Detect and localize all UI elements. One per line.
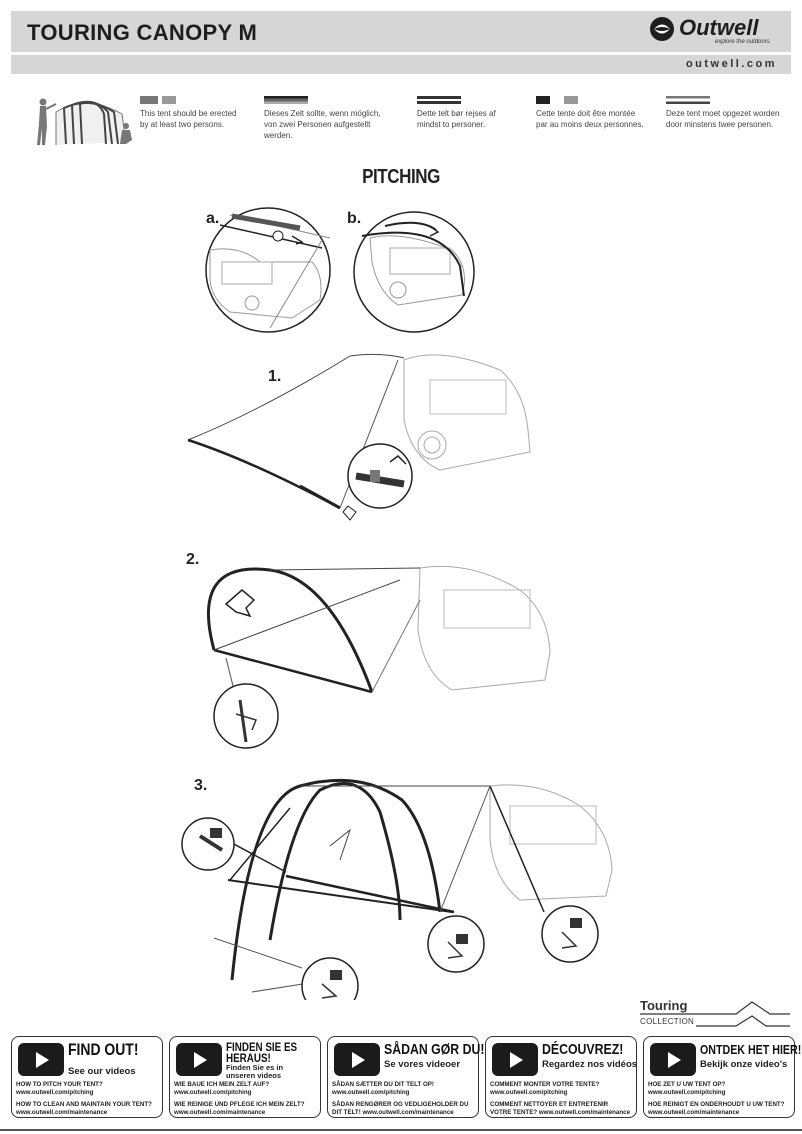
notice-nl: Deze tent moet opgezet worden door minstens twee personen. [666,96,790,130]
play-icon[interactable] [492,1043,538,1076]
video-link[interactable]: www.outwell.com/maintenance [174,1109,266,1116]
section-title: PITCHING [362,166,440,188]
video-link[interactable]: www.outwell.com/pitching [648,1089,726,1096]
video-question: HOE REINIGT EN ONDERHOUDT U UW TENT? [648,1101,785,1108]
step-label-b: b. [347,210,362,227]
video-question: WIE REINIGE UND PFLEGE ICH MEIN ZELT? [174,1101,305,1108]
detail-a-illustration [206,208,330,332]
video-box-da[interactable] [327,1036,485,1118]
play-icon[interactable] [650,1043,696,1076]
play-icon[interactable] [334,1043,380,1076]
bottom-divider [0,1129,802,1131]
video-question: SÅDAN SÆTTER DU DIT TELT OP! [332,1081,434,1088]
detail-b-illustration [354,212,474,332]
notice-da: Dette telt bør rejses af mindst to personer. [417,96,511,130]
video-subheading: Se vores videoer [384,1059,461,1070]
video-link[interactable]: www.outwell.com/pitching [332,1089,410,1096]
video-question: HOE ZET U UW TENT OP? [648,1081,726,1088]
video-question: WIE BAUE ICH MEIN ZELT AUF? [174,1081,270,1088]
video-question: COMMENT NETTOYER ET ENTRETENIR [490,1101,609,1108]
video-heading: ONTDEK HET HIER! [700,1042,802,1057]
video-link[interactable]: www.outwell.com/maintenance [16,1109,108,1116]
notice-de: Dieses Zelt sollte, wenn möglich, von zwei Personen aufgestellt werden. [264,96,394,141]
video-heading: SÅDAN GØR DU! [384,1041,485,1058]
video-heading: DÉCOUVREZ! [542,1041,624,1058]
video-link[interactable]: www.outwell.com/pitching [490,1089,568,1096]
website-link[interactable]: outwell.com [685,58,777,70]
collection-label: COLLECTION [640,1017,695,1026]
notice-fr: Cette tente doit être montée par au moins deux personnes. [536,96,644,130]
step-3-illustration [182,780,612,1000]
video-question: COMMENT MONTER VOTRE TENTE? [490,1081,600,1088]
video-question: HOW TO PITCH YOUR TENT? [16,1081,103,1088]
video-subheading: See our videos [68,1066,136,1077]
step-label-a: a. [206,210,220,227]
brand-tagline: explore the outdoors [715,39,770,45]
step-label-2: 2. [186,551,200,568]
video-link[interactable]: www.outwell.com/pitching [174,1089,252,1096]
video-link[interactable]: www.outwell.com/maintenance [648,1109,740,1116]
video-box-en[interactable] [11,1036,163,1118]
step-label-3: 3. [194,777,208,794]
collection-name: Touring [640,998,688,1013]
video-link[interactable]: www.outwell.com/pitching [16,1089,94,1096]
video-question: SÅDAN RENGØRER OG VEDLIGEHOLDER DU [332,1101,469,1108]
step-label-1: 1. [268,368,282,385]
brand-name: Outwell [679,15,759,40]
video-link[interactable]: VOTRE TENTE? www.outwell.com/maintenance [490,1109,631,1116]
step-2-illustration [208,566,550,748]
video-box-nl[interactable] [643,1036,802,1118]
video-subheading: Finden Sie es in unseren videos [226,1063,284,1080]
video-links-row [11,1036,802,1120]
video-heading: FIND OUT! [68,1040,139,1059]
video-box-de[interactable] [169,1036,321,1118]
touring-collection-badge [640,998,792,1030]
video-subheading: Regardez nos vidéos [542,1059,638,1070]
video-heading: FINDEN SIE ES HERAUS! [226,1040,298,1065]
video-question: HOW TO CLEAN AND MAINTAIN YOUR TENT? [16,1101,152,1108]
mountain-line-icon [640,998,792,1030]
play-icon[interactable] [18,1043,64,1076]
step-1-illustration [188,354,530,520]
video-link[interactable]: DIT TELT! www.outwell.com/maintenance [332,1109,454,1116]
video-subheading: Bekijk onze video's [700,1059,788,1070]
play-icon[interactable] [176,1043,222,1076]
notice-en: This tent should be erected by at least two persons. [140,96,240,130]
video-box-fr[interactable] [485,1036,637,1118]
page-title: TOURING CANOPY M [27,20,258,45]
